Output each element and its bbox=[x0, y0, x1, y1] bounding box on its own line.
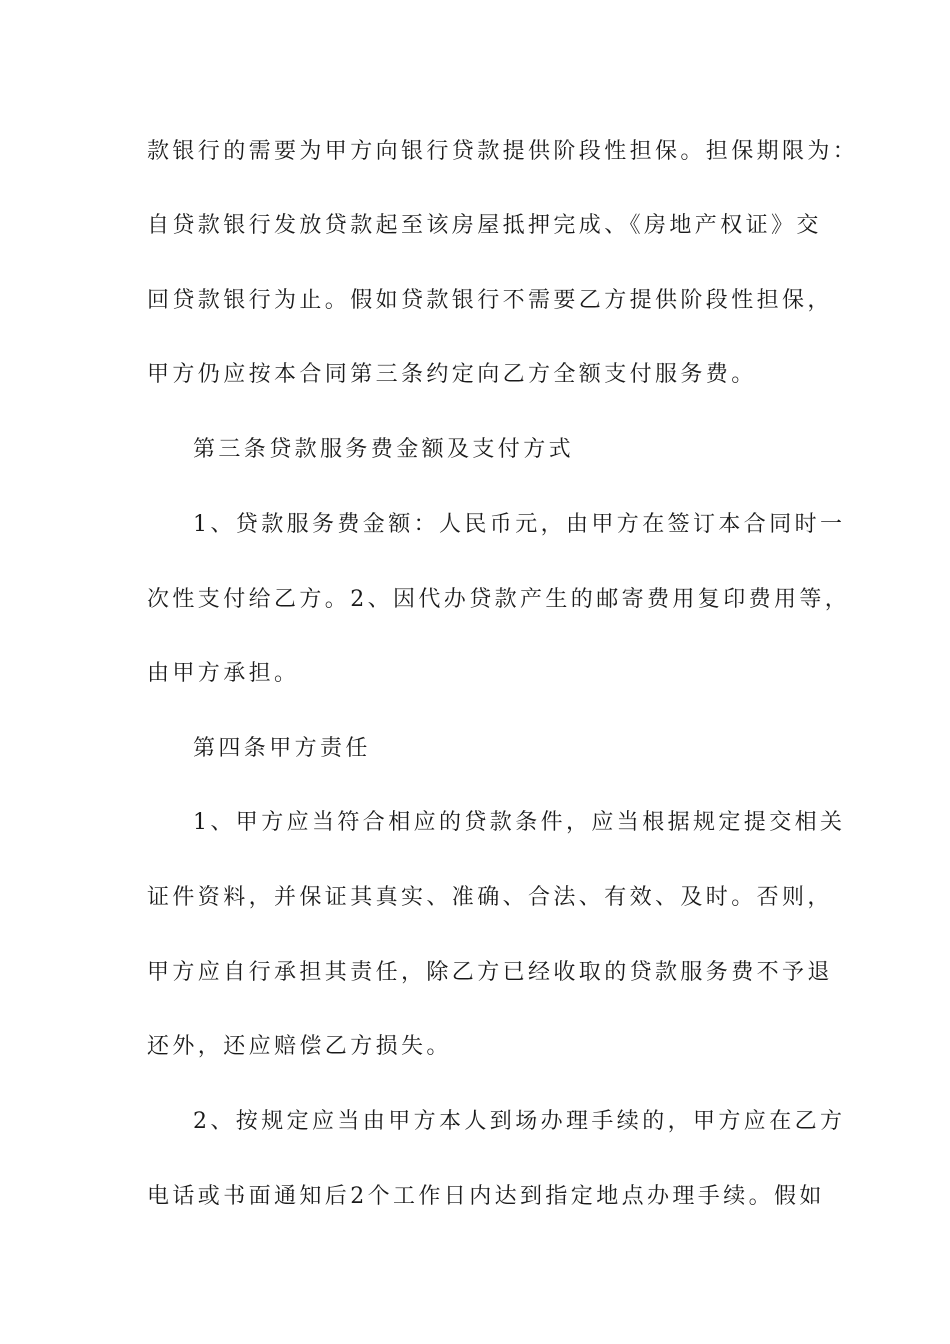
paragraph-line: 证件资料，并保证其真实、准确、合法、有效、及时。否则， bbox=[147, 885, 833, 910]
paragraph-line: 款银行的需要为甲方向银行贷款提供阶段性担保。担保期限为： bbox=[147, 139, 859, 164]
paragraph-line: 回贷款银行为止。假如贷款银行不需要乙方提供阶段性担保， bbox=[147, 288, 833, 313]
paragraph-line: 1、贷款服务费金额：人民币元，由甲方在签订本合同时一 bbox=[193, 512, 846, 537]
paragraph-line: 1、甲方应当符合相应的贷款条件，应当根据规定提交相关 bbox=[193, 810, 846, 835]
paragraph-line: 次性支付给乙方。2、因代办贷款产生的邮寄费用复印费用等， bbox=[147, 587, 851, 612]
paragraph-line: 还外，还应赔偿乙方损失。 bbox=[147, 1034, 452, 1059]
paragraph-line: 甲方应自行承担其责任，除乙方已经收取的贷款服务费不予退 bbox=[147, 960, 833, 985]
paragraph-line: 由甲方承担。 bbox=[147, 661, 300, 686]
paragraph-line: 电话或书面通知后2个工作日内达到指定地点办理手续。假如 bbox=[147, 1184, 825, 1209]
paragraph-line: 自贷款银行发放贷款起至该房屋抵押完成、《房地产权证》交 bbox=[147, 213, 822, 238]
paragraph-line: 2、按规定应当由甲方本人到场办理手续的，甲方应在乙方 bbox=[193, 1109, 846, 1134]
paragraph-line: 甲方仍应按本合同第三条约定向乙方全额支付服务费。 bbox=[147, 362, 757, 387]
section-heading: 第三条贷款服务费金额及支付方式 bbox=[193, 437, 575, 462]
section-heading: 第四条甲方责任 bbox=[193, 736, 371, 761]
